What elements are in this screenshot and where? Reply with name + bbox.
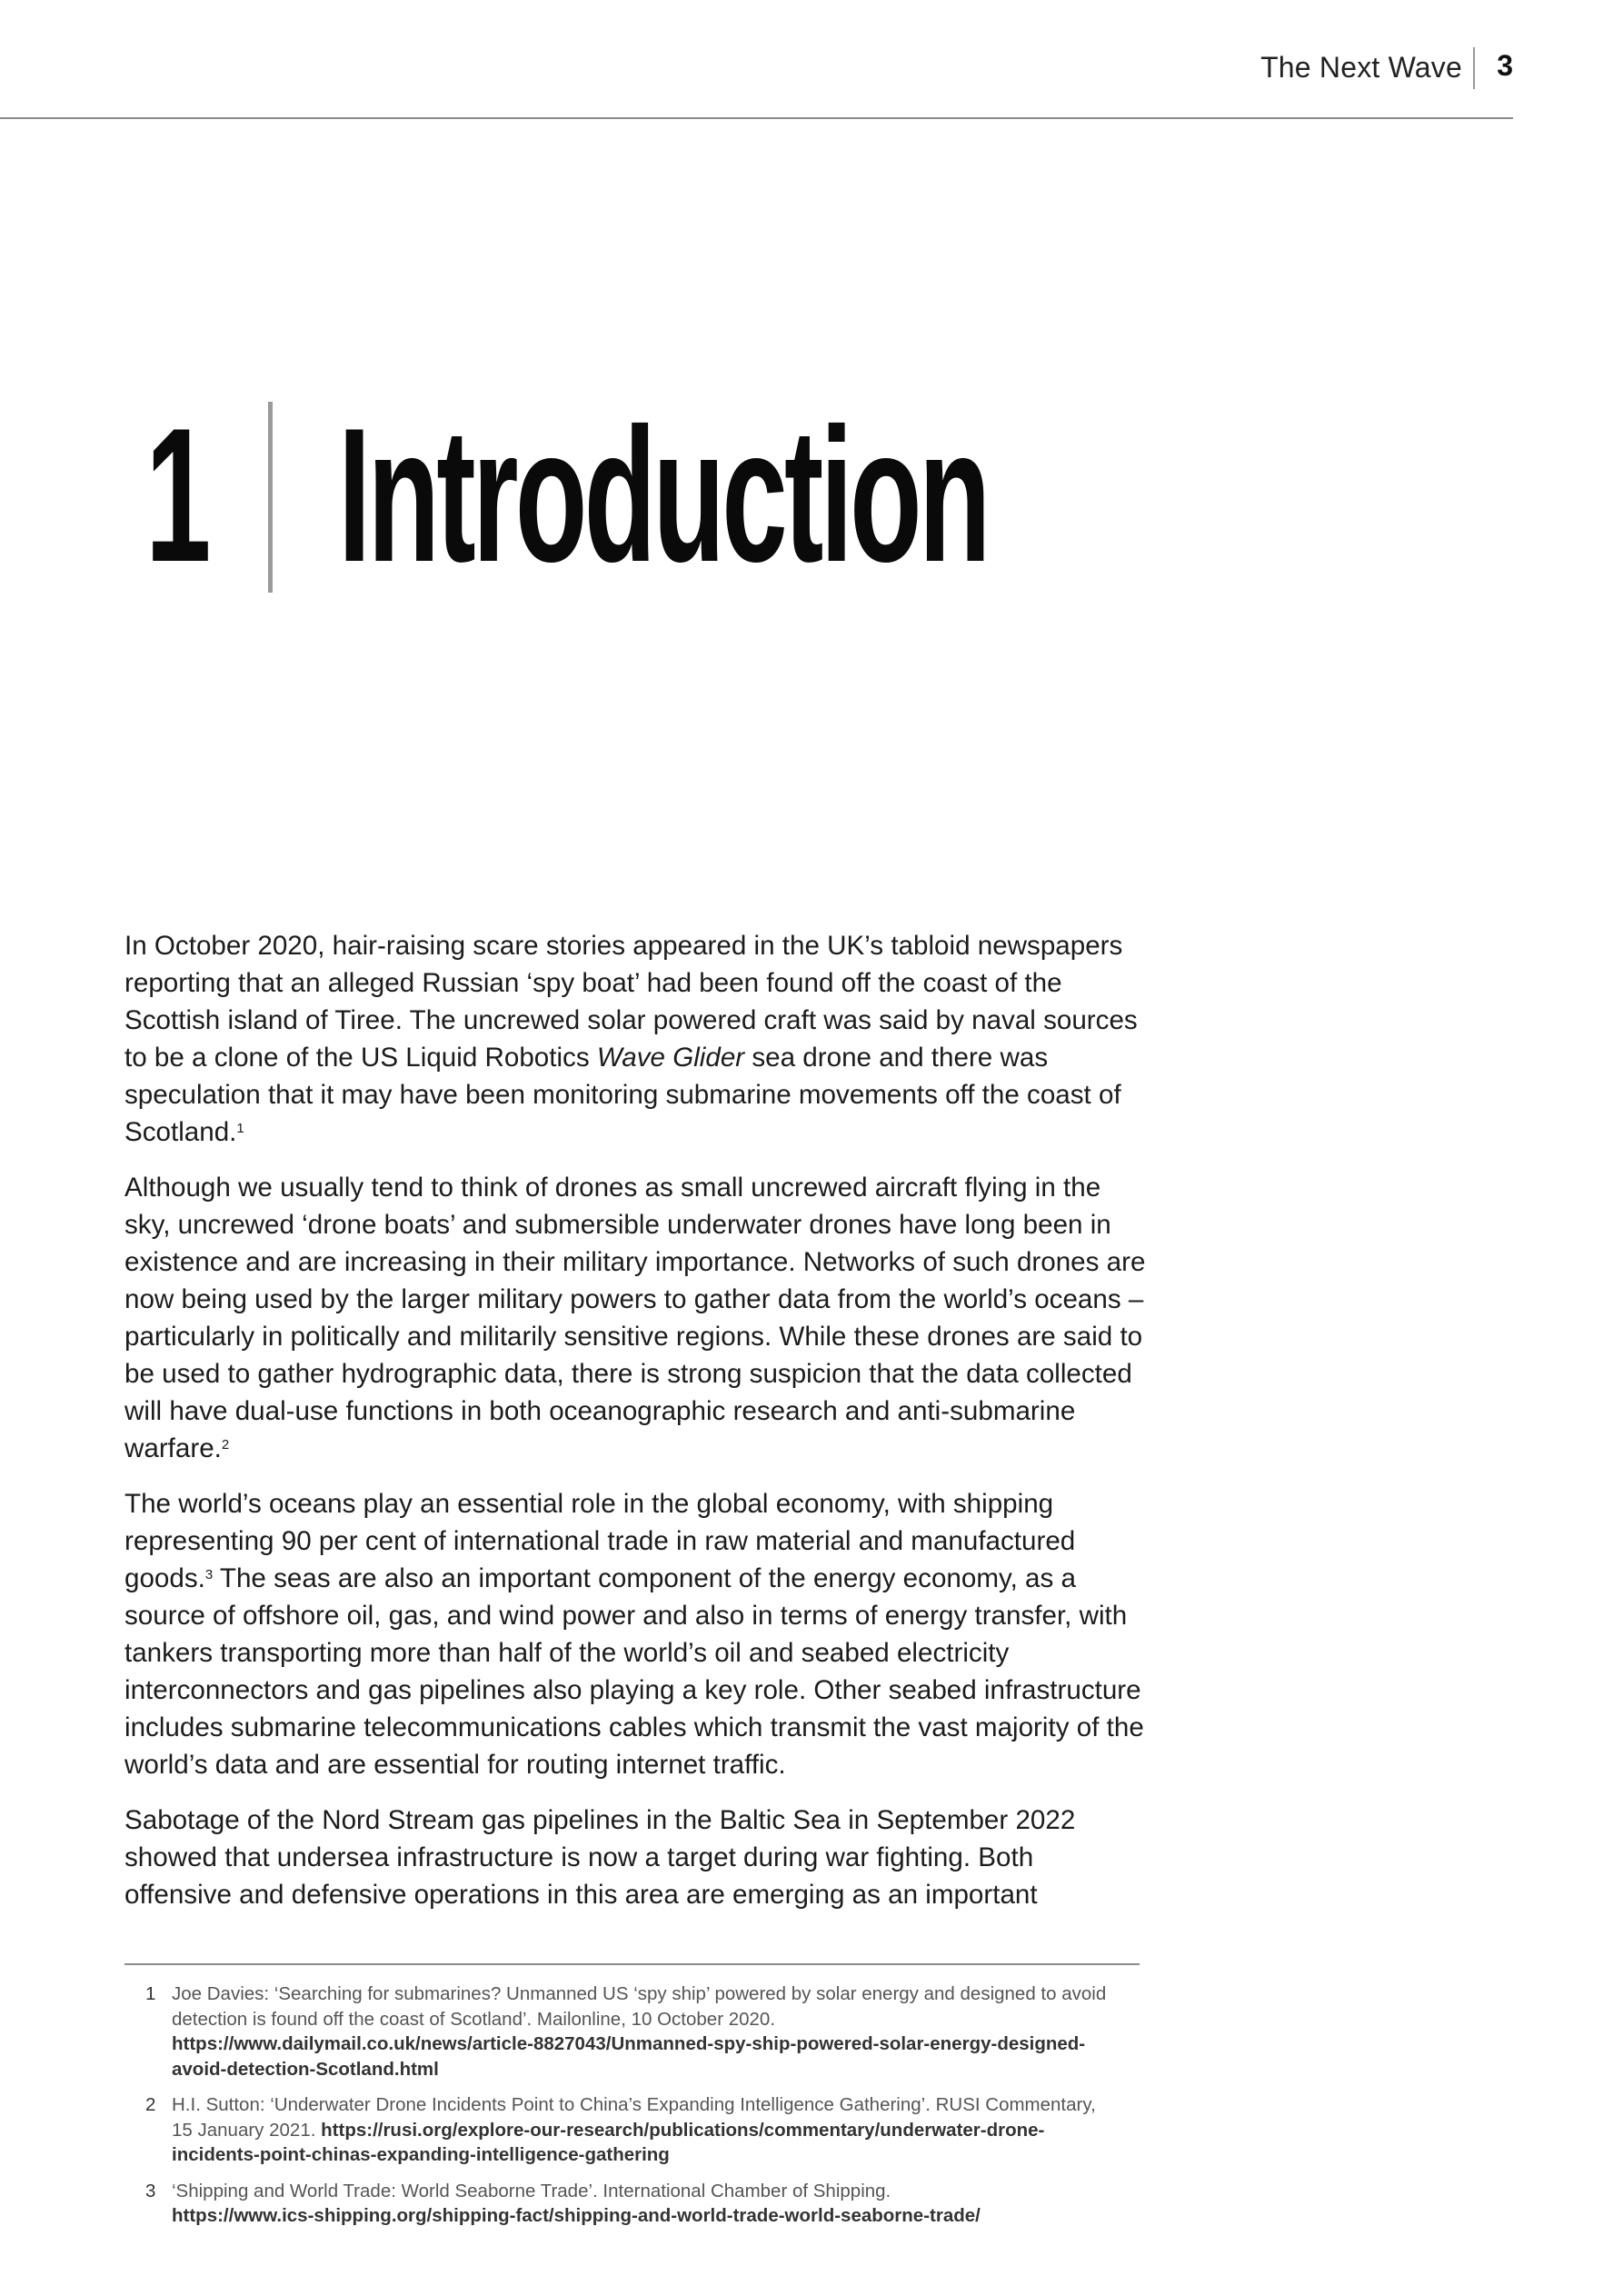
- footnote: [145, 2179, 1109, 2229]
- page-number: 3: [1497, 49, 1513, 82]
- footnote-link[interactable]: https://rusi.org/explore-our-research/publications/commentary/underwater-drone-incidents-point-chinas-expanding-intelligence-gathering: [172, 2119, 1045, 2165]
- paragraph: Although we usually tend to think of drones as small uncrewed aircraft flying in the sky, uncrewed ‘drone boats’ and submersible underwater drones have long been in existence and are increasing in their military importance. Networks of such drones are now being used by the larger military powers to gather data from the world’s oceans – particularly in politically and militarily sensitive regions. While these drones are said to be used to gather hydrographic data, there is strong suspicion that the data collected will have dual-use functions in both oceanographic research and anti-submarine warfare.$^2$: [124, 1173, 1146, 1463]
- footnote-text: H.I. Sutton: ‘Underwater Drone Incidents Point to China’s Expanding Intelligence Gathering’. RUSI Commentary, 15 January 2021.: [172, 2094, 1096, 2141]
- paragraph: Sabotage of the Nord Stream gas pipelines in the Baltic Sea in September 2022 showed that undersea infrastructure is now a target during war fighting. Both offensive and defensive operations in this area are emerging as an important: [124, 1805, 1076, 1910]
- chapter-divider: [268, 402, 273, 593]
- page-header: [0, 0, 1513, 119]
- paragraph: In October 2020, hair-raising scare stories appeared in the UK’s tabloid newspapers reporting that an alleged Russian ‘spy boat’ had been found off the coast of the Scottish island of Tiree. The uncrewed solar powered craft was said by naval sources to be a clone of the US Liquid Robotics Wave Glider sea drone and there was speculation that it may have been monitoring submarine movements off the coast of Scotland.$^1$: [124, 931, 1138, 1147]
- header-divider: [1473, 47, 1475, 89]
- chapter-title: Introduction: [338, 388, 988, 602]
- footnote-ref[interactable]: 3: [204, 1567, 214, 1582]
- footnote-link[interactable]: https://www.dailymail.co.uk/news/article-8827043/Unmanned-spy-ship-powered-solar-energy-designed-avoid-detection-Scotland.html: [172, 2033, 1086, 2080]
- footnote-divider: [124, 1963, 1140, 1965]
- footnote-number: 3: [145, 2180, 156, 2201]
- body-text: [124, 927, 1147, 1932]
- paragraph: The world’s oceans play an essential role in the global economy, with shipping representing 90 per cent of international trade in raw material and manufactured goods.$^3$ The seas are also an important component of the energy economy, as a source of offshore oil, gas, and wind power and also in terms of energy transfer, with tankers transporting more than half of the world’s oil and seabed electricity interconnectors and gas pipelines also playing a key role. Other seabed infrastructure includes submarine telecommunications cables which transmit the vast majority of the world’s data and are essential for routing internet traffic.: [124, 1489, 1144, 1780]
- running-title: The Next Wave: [1260, 51, 1462, 84]
- footnote-number: 1: [145, 1983, 156, 2004]
- footnote-text: ‘Shipping and World Trade: World Seaborne Trade’. International Chamber of Shipping.: [172, 2180, 891, 2201]
- footnote-ref[interactable]: 1: [236, 1121, 244, 1136]
- footnotes: [145, 1982, 1109, 2240]
- footnote-ref[interactable]: 2: [221, 1437, 230, 1452]
- footnote: [145, 1982, 1109, 2081]
- footnote-text: Joe Davies: ‘Searching for submarines? Unmanned US ‘spy ship’ powered by solar energy and designed to avoid detection is found off the coast of Scotland’. Mailonline, 10 October 2020.: [172, 1983, 1107, 2030]
- chapter-number: 1: [145, 388, 209, 602]
- emphasis: Wave Glider: [596, 1043, 745, 1073]
- footnote: [145, 2092, 1109, 2168]
- footnote-link[interactable]: https://www.ics-shipping.org/shipping-fact/shipping-and-world-trade-world-seaborne-trade/: [172, 2205, 981, 2226]
- footnote-number: 2: [145, 2094, 156, 2115]
